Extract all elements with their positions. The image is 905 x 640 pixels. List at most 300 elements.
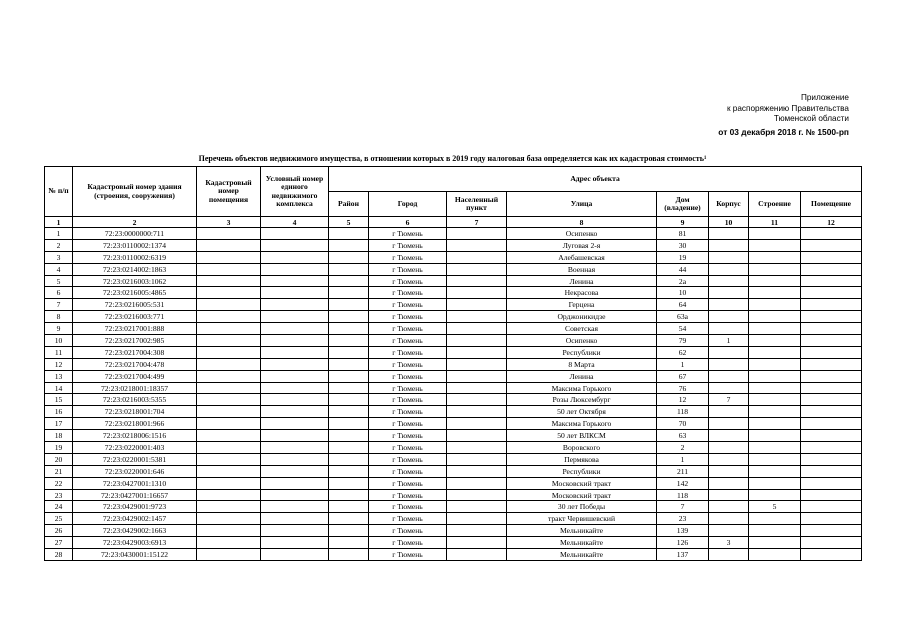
complex-number — [261, 525, 329, 537]
table-row — [45, 311, 862, 323]
district — [329, 263, 369, 275]
building-number — [749, 239, 801, 251]
street: Осипенко — [507, 228, 657, 240]
row-number: 14 — [45, 382, 73, 394]
complex-number — [261, 406, 329, 418]
table-row — [45, 453, 862, 465]
premise-number — [801, 442, 862, 454]
table-row — [45, 513, 862, 525]
room-number — [197, 418, 261, 430]
city: г Тюмень — [369, 418, 447, 430]
building-number — [749, 358, 801, 370]
settlement — [447, 323, 507, 335]
complex-number — [261, 501, 329, 513]
block-number — [709, 275, 749, 287]
room-number — [197, 335, 261, 347]
house-number: 44 — [657, 263, 709, 275]
house-number: 2а — [657, 275, 709, 287]
city: г Тюмень — [369, 465, 447, 477]
header-premise: Помещение — [801, 192, 862, 217]
col-number: 12 — [801, 217, 862, 228]
table-row — [45, 358, 862, 370]
house-number: 137 — [657, 549, 709, 561]
building-number — [749, 406, 801, 418]
street: Мельникайте — [507, 549, 657, 561]
settlement — [447, 228, 507, 240]
cadastral-number: 72:23:0216003:5355 — [73, 394, 197, 406]
premise-number — [801, 549, 862, 561]
block-number — [709, 382, 749, 394]
settlement — [447, 263, 507, 275]
block-number — [709, 525, 749, 537]
premise-number — [801, 251, 862, 263]
room-number — [197, 489, 261, 501]
building-number — [749, 311, 801, 323]
complex-number — [261, 323, 329, 335]
city: г Тюмень — [369, 430, 447, 442]
block-number — [709, 239, 749, 251]
row-number: 28 — [45, 549, 73, 561]
premise-number — [801, 501, 862, 513]
building-number — [749, 323, 801, 335]
premise-number — [801, 465, 862, 477]
premise-number — [801, 370, 862, 382]
col-number: 1 — [45, 217, 73, 228]
complex-number — [261, 430, 329, 442]
complex-number — [261, 299, 329, 311]
cadastral-number: 72:23:0216003:1062 — [73, 275, 197, 287]
complex-number — [261, 239, 329, 251]
header-room: Кадастровый номер помещения — [197, 167, 261, 217]
city: г Тюмень — [369, 406, 447, 418]
district — [329, 382, 369, 394]
cadastral-number: 72:23:0217004:308 — [73, 346, 197, 358]
city: г Тюмень — [369, 275, 447, 287]
row-number: 26 — [45, 525, 73, 537]
cadastral-number: 72:23:0217004:499 — [73, 370, 197, 382]
room-number — [197, 465, 261, 477]
header-district: Район — [329, 192, 369, 217]
block-number — [709, 263, 749, 275]
table-row — [45, 477, 862, 489]
house-number: 79 — [657, 335, 709, 347]
premise-number — [801, 299, 862, 311]
premise-number — [801, 406, 862, 418]
row-number: 16 — [45, 406, 73, 418]
cadastral-number: 72:23:0429002:1457 — [73, 513, 197, 525]
district — [329, 394, 369, 406]
header-house: Дом (владение) — [657, 192, 709, 217]
premise-number — [801, 525, 862, 537]
street: Орджоникидзе — [507, 311, 657, 323]
street: Мельникайте — [507, 537, 657, 549]
premise-number — [801, 477, 862, 489]
table-row — [45, 275, 862, 287]
block-number — [709, 453, 749, 465]
street: Ворoвского — [507, 442, 657, 454]
room-number — [197, 299, 261, 311]
premise-number — [801, 239, 862, 251]
complex-number — [261, 335, 329, 347]
premise-number — [801, 287, 862, 299]
city: г Тюмень — [369, 549, 447, 561]
district — [329, 513, 369, 525]
complex-number — [261, 465, 329, 477]
block-number — [709, 287, 749, 299]
table-row — [45, 323, 862, 335]
settlement — [447, 430, 507, 442]
table-row — [45, 418, 862, 430]
house-number: 7 — [657, 501, 709, 513]
block-number — [709, 228, 749, 240]
table-row — [45, 549, 862, 561]
district — [329, 489, 369, 501]
complex-number — [261, 513, 329, 525]
building-number — [749, 513, 801, 525]
house-number: 2 — [657, 442, 709, 454]
premise-number — [801, 275, 862, 287]
room-number — [197, 453, 261, 465]
complex-number — [261, 358, 329, 370]
house-number: 211 — [657, 465, 709, 477]
cadastral-number: 72:23:0000000:711 — [73, 228, 197, 240]
complex-number — [261, 311, 329, 323]
cadastral-number: 72:23:0217001:888 — [73, 323, 197, 335]
block-number — [709, 418, 749, 430]
block-number: 3 — [709, 537, 749, 549]
row-number: 20 — [45, 453, 73, 465]
house-number: 63 — [657, 430, 709, 442]
building-number — [749, 346, 801, 358]
complex-number — [261, 477, 329, 489]
street: Московский тракт — [507, 477, 657, 489]
house-number: 19 — [657, 251, 709, 263]
header-street: Улица — [507, 192, 657, 217]
premise-number — [801, 335, 862, 347]
street: Розы Люксембург — [507, 394, 657, 406]
district — [329, 358, 369, 370]
room-number — [197, 370, 261, 382]
street: тракт Червишевский — [507, 513, 657, 525]
col-number: 8 — [507, 217, 657, 228]
building-number — [749, 489, 801, 501]
block-number — [709, 442, 749, 454]
settlement — [447, 335, 507, 347]
building-number — [749, 465, 801, 477]
table-row — [45, 346, 862, 358]
city: г Тюмень — [369, 323, 447, 335]
register-rows — [45, 228, 862, 561]
district — [329, 525, 369, 537]
district — [329, 251, 369, 263]
premise-number — [801, 323, 862, 335]
complex-number — [261, 263, 329, 275]
house-number: 64 — [657, 299, 709, 311]
row-number: 23 — [45, 489, 73, 501]
district — [329, 287, 369, 299]
street: 30 лет Победы — [507, 501, 657, 513]
room-number — [197, 287, 261, 299]
appendix-line-2: к распоряжению Правительства — [726, 103, 849, 113]
table-row — [45, 501, 862, 513]
city: г Тюмень — [369, 370, 447, 382]
room-number — [197, 358, 261, 370]
building-number — [749, 335, 801, 347]
settlement — [447, 549, 507, 561]
complex-number — [261, 537, 329, 549]
row-number: 25 — [45, 513, 73, 525]
street: Республики — [507, 465, 657, 477]
settlement — [447, 501, 507, 513]
table-row — [45, 228, 862, 240]
building-number — [749, 430, 801, 442]
building-number — [749, 394, 801, 406]
premise-number — [801, 537, 862, 549]
cadastral-number: 72:23:0217002:985 — [73, 335, 197, 347]
room-number — [197, 394, 261, 406]
district — [329, 537, 369, 549]
room-number — [197, 537, 261, 549]
row-number: 19 — [45, 442, 73, 454]
building-number — [749, 299, 801, 311]
col-number: 2 — [73, 217, 197, 228]
room-number — [197, 311, 261, 323]
house-number: 10 — [657, 287, 709, 299]
row-number: 13 — [45, 370, 73, 382]
premise-number — [801, 382, 862, 394]
table-row — [45, 442, 862, 454]
cadastral-number: 72:23:0217004:478 — [73, 358, 197, 370]
building-number — [749, 228, 801, 240]
col-number: 5 — [329, 217, 369, 228]
street: Максима Горького — [507, 382, 657, 394]
block-number — [709, 501, 749, 513]
city: г Тюмень — [369, 394, 447, 406]
table-row — [45, 430, 862, 442]
street: Некрасова — [507, 287, 657, 299]
appendix-header — [718, 93, 849, 137]
block-number — [709, 251, 749, 263]
row-number: 5 — [45, 275, 73, 287]
settlement — [447, 453, 507, 465]
header-settlement: Населенный пункт — [447, 192, 507, 217]
room-number — [197, 228, 261, 240]
table-row — [45, 537, 862, 549]
block-number — [709, 465, 749, 477]
building-number — [749, 418, 801, 430]
col-number: 10 — [709, 217, 749, 228]
room-number — [197, 263, 261, 275]
cadastral-number: 72:23:0220001:646 — [73, 465, 197, 477]
building-number — [749, 537, 801, 549]
complex-number — [261, 442, 329, 454]
room-number — [197, 525, 261, 537]
document-title: Перечень объектов недвижимого имущества, в отношении которых в 2019 году налоговая база определяется как их кадастровая стоимость¹ — [198, 154, 707, 163]
cadastral-number: 72:23:0430001:15122 — [73, 549, 197, 561]
settlement — [447, 537, 507, 549]
cadastral-number: 72:23:0216005:531 — [73, 299, 197, 311]
row-number: 3 — [45, 251, 73, 263]
premise-number — [801, 311, 862, 323]
premise-number — [801, 263, 862, 275]
header-city: Город — [369, 192, 447, 217]
settlement — [447, 525, 507, 537]
city: г Тюмень — [369, 263, 447, 275]
house-number: 70 — [657, 418, 709, 430]
city: г Тюмень — [369, 537, 447, 549]
col-number: 9 — [657, 217, 709, 228]
complex-number — [261, 394, 329, 406]
block-number — [709, 489, 749, 501]
settlement — [447, 275, 507, 287]
city: г Тюмень — [369, 501, 447, 513]
building-number — [749, 442, 801, 454]
header-cadastral: Кадастровый номер здания (строения, сооружения) — [73, 167, 197, 217]
row-number: 18 — [45, 430, 73, 442]
block-number — [709, 549, 749, 561]
complex-number — [261, 489, 329, 501]
row-number: 9 — [45, 323, 73, 335]
row-number: 24 — [45, 501, 73, 513]
room-number — [197, 406, 261, 418]
complex-number — [261, 549, 329, 561]
building-number — [749, 382, 801, 394]
complex-number — [261, 275, 329, 287]
street: Луговая 2-я — [507, 239, 657, 251]
house-number: 63а — [657, 311, 709, 323]
district — [329, 346, 369, 358]
cadastral-number: 72:23:0429001:9723 — [73, 501, 197, 513]
street: 50 лет ВЛКСМ — [507, 430, 657, 442]
premise-number — [801, 346, 862, 358]
table-row — [45, 525, 862, 537]
building-number — [749, 477, 801, 489]
city: г Тюмень — [369, 453, 447, 465]
building-number — [749, 525, 801, 537]
block-number — [709, 513, 749, 525]
cadastral-number: 72:23:0214002:1863 — [73, 263, 197, 275]
street: Пермякова — [507, 453, 657, 465]
street: Максима Горького — [507, 418, 657, 430]
row-number: 7 — [45, 299, 73, 311]
building-number: 5 — [749, 501, 801, 513]
premise-number — [801, 453, 862, 465]
room-number — [197, 239, 261, 251]
col-number: 7 — [447, 217, 507, 228]
table-row — [45, 382, 862, 394]
property-register-table — [44, 166, 862, 561]
settlement — [447, 358, 507, 370]
house-number: 142 — [657, 477, 709, 489]
complex-number — [261, 346, 329, 358]
block-number: 7 — [709, 394, 749, 406]
row-number: 12 — [45, 358, 73, 370]
room-number — [197, 549, 261, 561]
city: г Тюмень — [369, 251, 447, 263]
row-number: 15 — [45, 394, 73, 406]
city: г Тюмень — [369, 513, 447, 525]
table-row — [45, 287, 862, 299]
building-number — [749, 275, 801, 287]
district — [329, 299, 369, 311]
district — [329, 323, 369, 335]
row-number: 4 — [45, 263, 73, 275]
district — [329, 370, 369, 382]
house-number: 126 — [657, 537, 709, 549]
cadastral-number: 72:23:0220001:5381 — [73, 453, 197, 465]
settlement — [447, 251, 507, 263]
district — [329, 477, 369, 489]
city: г Тюмень — [369, 239, 447, 251]
table-row — [45, 335, 862, 347]
room-number — [197, 382, 261, 394]
col-number: 4 — [261, 217, 329, 228]
city: г Тюмень — [369, 382, 447, 394]
city: г Тюмень — [369, 299, 447, 311]
district — [329, 239, 369, 251]
city: г Тюмень — [369, 525, 447, 537]
building-number — [749, 370, 801, 382]
cadastral-number: 72:23:0218006:1516 — [73, 430, 197, 442]
header-num: № п/п — [45, 167, 73, 217]
room-number — [197, 323, 261, 335]
house-number: 1 — [657, 358, 709, 370]
row-number: 17 — [45, 418, 73, 430]
cadastral-number: 72:23:0216003:771 — [73, 311, 197, 323]
building-number — [749, 287, 801, 299]
cadastral-number: 72:23:0216005:4865 — [73, 287, 197, 299]
cadastral-number: 72:23:0427001:16657 — [73, 489, 197, 501]
col-number: 3 — [197, 217, 261, 228]
settlement — [447, 513, 507, 525]
street: Ленина — [507, 370, 657, 382]
city: г Тюмень — [369, 489, 447, 501]
city: г Тюмень — [369, 287, 447, 299]
row-number: 2 — [45, 239, 73, 251]
header-block: Корпус — [709, 192, 749, 217]
order-reference: от 03 декабря 2018 г. № 1500-рп — [718, 126, 849, 137]
col-number: 11 — [749, 217, 801, 228]
table-row — [45, 465, 862, 477]
cadastral-number: 72:23:0218001:966 — [73, 418, 197, 430]
complex-number — [261, 382, 329, 394]
row-number: 10 — [45, 335, 73, 347]
settlement — [447, 382, 507, 394]
table-row — [45, 489, 862, 501]
complex-number — [261, 228, 329, 240]
block-number — [709, 358, 749, 370]
street: Республики — [507, 346, 657, 358]
block-number — [709, 346, 749, 358]
room-number — [197, 251, 261, 263]
settlement — [447, 311, 507, 323]
building-number — [749, 549, 801, 561]
settlement — [447, 299, 507, 311]
district — [329, 311, 369, 323]
row-number: 21 — [45, 465, 73, 477]
appendix-line-1: Приложение — [800, 93, 849, 102]
block-number — [709, 370, 749, 382]
district — [329, 406, 369, 418]
block-number — [709, 477, 749, 489]
settlement — [447, 406, 507, 418]
cadastral-number: 72:23:0427001:1310 — [73, 477, 197, 489]
row-number: 22 — [45, 477, 73, 489]
settlement — [447, 442, 507, 454]
building-number — [749, 251, 801, 263]
complex-number — [261, 418, 329, 430]
house-number: 118 — [657, 406, 709, 418]
